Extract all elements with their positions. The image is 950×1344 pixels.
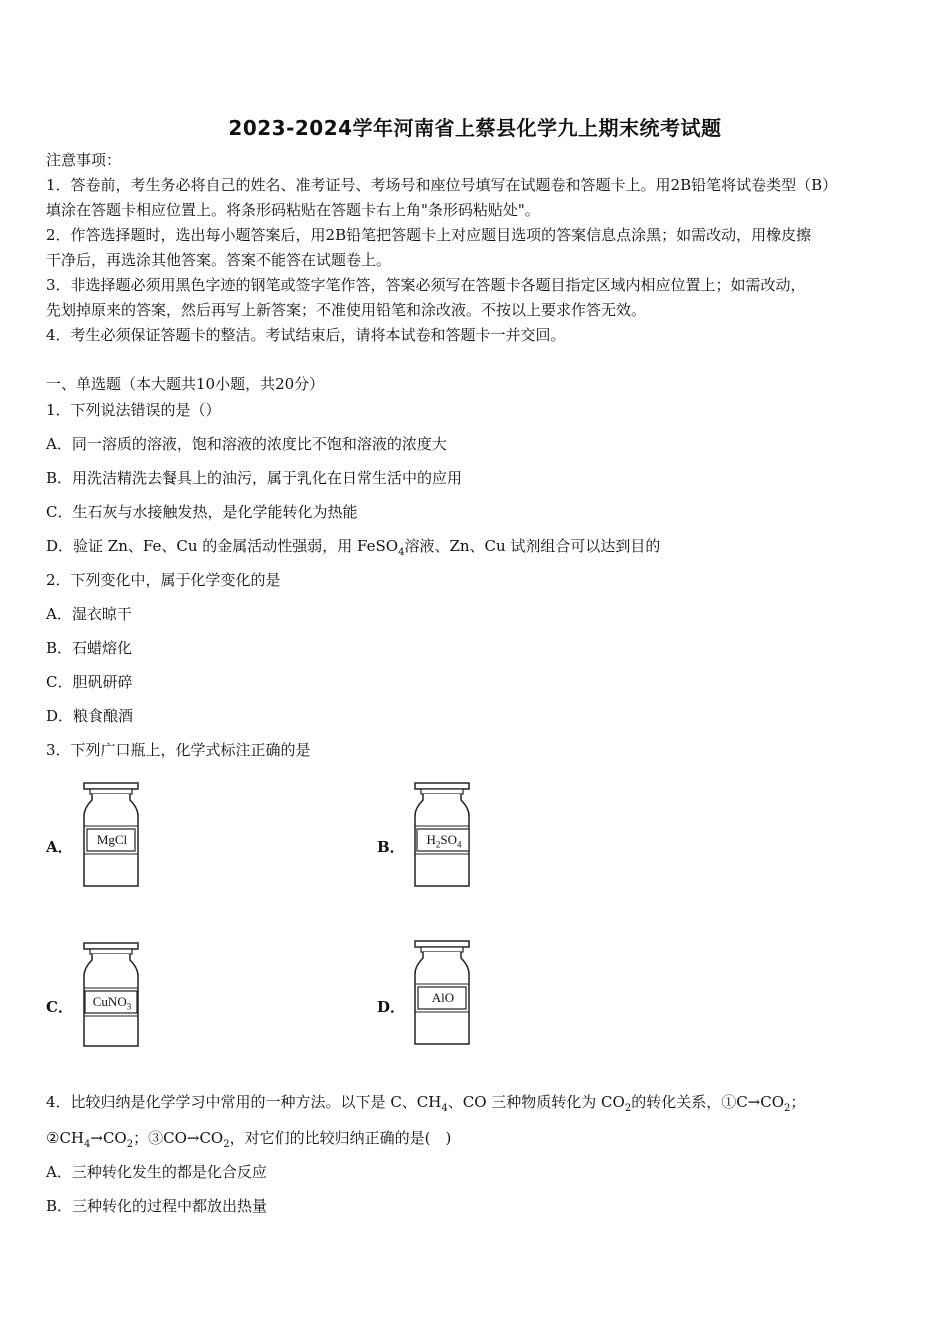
notice-line-7: 4．考生必须保证答题卡的整洁。考试结束后，请将本试卷和答题卡一并交回。 xyxy=(46,326,566,344)
q3-option-b-letter: B． xyxy=(377,838,405,856)
q4-l2-sub2: 2 xyxy=(126,1139,134,1150)
bottle-c xyxy=(78,942,144,1048)
q4-l1-sub2: 2 xyxy=(624,1103,632,1114)
q4-stem-line-1 xyxy=(46,1092,904,1119)
q4-l1-sub3: 2 xyxy=(784,1103,791,1114)
q4-l2-d: ，对它们的比较归纳正确的是( ) xyxy=(229,1129,452,1147)
bottle-b-sub1: 2 xyxy=(435,839,441,850)
q4-l1-d: ； xyxy=(790,1093,806,1111)
notice-line-4: 干净后，再选涂其他答案。答案不能答在试题卷上。 xyxy=(46,251,392,269)
bottle-c-main: CuNO xyxy=(92,994,127,1009)
bottle-c-sub: 3 xyxy=(126,1001,132,1012)
page-title: 2023-2024学年河南省上蔡县化学九上期末统考试题 xyxy=(228,116,722,140)
q4-option-a: A．三种转化发生的都是化合反应 xyxy=(46,1163,267,1181)
bottle-d xyxy=(409,940,475,1046)
bottle-b-so: SO xyxy=(440,832,457,847)
q4-l2-a: ②CH xyxy=(46,1129,85,1147)
q2-option-a: A．湿衣晾干 xyxy=(46,605,132,623)
bottle-b-h: H xyxy=(426,832,436,847)
q1-stem: 1．下列说法错误的是（） xyxy=(46,401,221,419)
q4-l1-b: 、CO 三种物质转化为 CO xyxy=(447,1093,625,1111)
notice-line-5: 3．非选择题必须用黑色字迹的钢笔或签字笔作答，答案必须写在答题卡各题目指定区域内相应位置上；如需改动， xyxy=(46,276,806,294)
notice-line-3: 2．作答选择题时，选出每小题答案后，用2B铅笔把答题卡上对应题目选项的答案信息点涂黑；如需改动，用橡皮擦 xyxy=(46,226,812,244)
q3-stem: 3．下列广口瓶上，化学式标注正确的是 xyxy=(46,741,311,759)
q1-d-subscript: 4 xyxy=(398,547,405,558)
q2-stem: 2．下列变化中，属于化学变化的是 xyxy=(46,571,281,589)
bottle-b-formula xyxy=(419,832,469,850)
q4-l2-c: ；③CO→CO xyxy=(133,1129,224,1147)
q4-l1-a: 4．比较归纳是化学学习中常用的一种方法。以下是 C、CH xyxy=(46,1093,442,1111)
q4-l2-sub1: 4 xyxy=(84,1139,91,1150)
q2-option-c: C．胆矾研碎 xyxy=(46,673,133,691)
notice-line-2: 填涂在答题卡相应位置上。将条形码粘贴在答题卡右上角"条形码粘贴处"。 xyxy=(46,201,540,219)
q1-option-a: A．同一溶质的溶液，饱和溶液的浓度比不饱和溶液的浓度大 xyxy=(46,435,447,453)
bottle-d-formula: AlO xyxy=(431,990,455,1005)
q4-l2-b: →CO xyxy=(90,1129,127,1147)
q3-option-d-letter: D． xyxy=(377,998,406,1016)
bottle-a xyxy=(78,782,144,888)
q3-option-a-letter: A． xyxy=(46,838,73,856)
q4-l1-sub1: 4 xyxy=(441,1103,448,1114)
q4-l1-c: 的转化关系，①C→CO xyxy=(631,1093,785,1111)
notice-line-6: 先划掉原来的答案，然后再写上新答案；不准使用铅笔和涂改液。不按以上要求作答无效。 xyxy=(46,301,647,319)
notice-line-1: 1．答卷前，考生务必将自己的姓名、准考证号、考场号和座位号填写在试题卷和答题卡上。用2B铅笔将试卷类型（B） xyxy=(46,176,838,194)
q1-d-suffix: 溶液、Zn、Cu 试剂组合可以达到目的 xyxy=(404,537,661,555)
bottle-b xyxy=(409,782,475,888)
q4-stem-line-2 xyxy=(46,1128,904,1155)
q2-option-b: B．石蜡熔化 xyxy=(46,639,133,657)
q4-l2-sub3: 2 xyxy=(223,1139,230,1150)
q2-option-d: D．粮食酿酒 xyxy=(46,707,134,725)
bottle-b-sub2: 4 xyxy=(457,839,462,850)
q1-d-prefix: D．验证 Zn、Fe、Cu 的金属活动性强弱，用 FeSO xyxy=(46,537,399,555)
bottle-a-formula: MgCl xyxy=(96,832,128,847)
bottle-c-formula xyxy=(86,994,138,1012)
q1-option-c: C．生石灰与水接触发热，是化学能转化为热能 xyxy=(46,503,358,521)
q1-option-b: B．用洗洁精洗去餐具上的油污，属于乳化在日常生活中的应用 xyxy=(46,469,463,487)
q4-option-b: B．三种转化的过程中都放出热量 xyxy=(46,1197,268,1215)
q1-option-d xyxy=(46,536,904,563)
q3-option-c-letter: C． xyxy=(46,998,73,1016)
section-heading: 一、单选题（本大题共10小题，共20分） xyxy=(46,375,325,393)
notice-heading: 注意事项： xyxy=(46,151,122,169)
